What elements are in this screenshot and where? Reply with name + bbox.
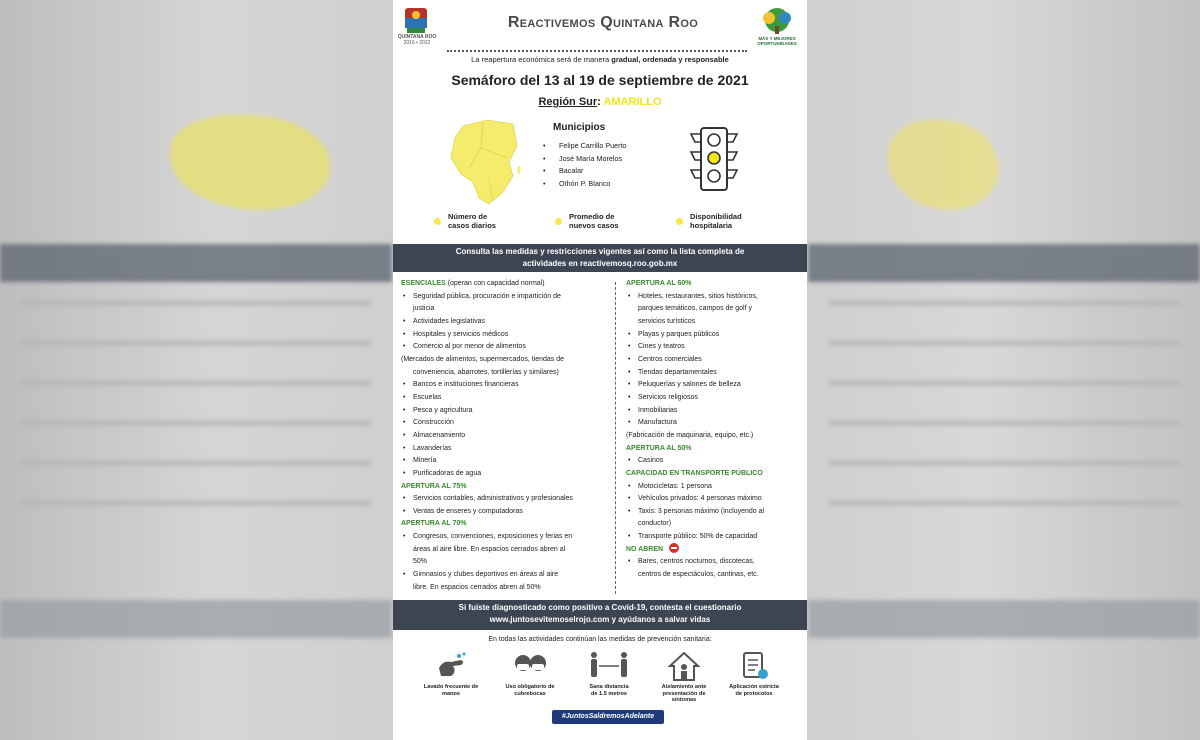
subtitle: La reapertura económica será de manera gradual, ordenada y responsable [471,55,729,64]
apertura-70-heading: APERTURA AL 70% [401,520,467,528]
list-item-cont: conductor) [638,520,672,528]
traffic-light-icon [689,124,739,194]
qroo-logo-text: QUINTANA ROO 2016 • 2022 [397,34,437,46]
consulta-banner: Consulta las medidas y restricciones vigentes así como la lista completa de actividades en reactivemosq.roo.gob.mx [393,244,807,272]
list-item: • Hospitales y servicios médicos [401,329,606,342]
list-item: • Servicios contables, administrativos y profesionales [401,493,606,506]
list-item-cont: justicia [413,305,435,313]
distance-icon [587,650,631,682]
list-item: • Hoteles, restaurantes, sitios históricos, [626,291,804,304]
list-item: • Congresos, convenciones, exposiciones y ferias en [401,531,606,544]
list-item: • Centros comerciales [626,354,804,367]
oportunidades-logo-text: MÁS Y MEJORES OPORTUNIDADES [757,36,797,46]
apertura-50-heading: APERTURA AL 50% [626,444,692,452]
list-note: conveniencia, abarrotes, tortillerías y similares) [413,368,559,376]
list-item: • Vehículos privados: 4 personas máximo [626,493,804,506]
measures-title: En todas las actividades continúan las medidas de prevención sanitaria: [488,636,712,643]
measure-aislamiento: Aislamiento ante presentación de síntomas [645,650,723,704]
list-item-cont: centros de espectáculos, cantinas, etc. [638,571,759,579]
list-item: • Manufactura [626,417,804,430]
stop-icon [669,543,679,553]
list-item: • Taxis: 3 personas máximo (incluyendo al [626,506,804,519]
list-item: • Othón P. Blanco [543,178,627,191]
measure-distancia: Sana distancia de 1.5 metros [570,650,648,697]
house-icon [666,650,702,682]
covid-banner: Si fuiste diagnosticado como positivo a Covid-19, contesta el cuestionario www.juntosevitemoselrojo.com y ayúdanos a salvar vidas [393,600,807,630]
list-item: • Bares, centros nocturnos, discotecas, [626,556,804,569]
list-item-cont: parques temáticos, campos de golf y [638,305,753,313]
list-item: • Pesca y agricultura [401,405,606,418]
measure-cubrebocas: Uso obligatorio de cubrebocas [491,650,569,697]
list-item: • Peluquerías y salones de belleza [626,379,804,392]
list-item: • Gimnasios y clubes deportivos en áreas al aire [401,569,606,582]
list-item: • Ventas de enseres y computadoras [401,506,606,519]
list-item: • Playas y parques públicos [626,329,804,342]
list-item: • Bancos e instituciones financieras [401,379,606,392]
header [393,4,807,50]
hand-wash-icon [433,650,469,682]
list-item: • Bacalar [543,165,627,178]
indicator-dot [555,218,562,225]
list-item: • José María Morelos [543,153,627,166]
no-abren-heading: NO ABREN [626,544,804,557]
page-title: Reactivemos Quintana Roo [507,14,699,31]
region-status: Región Sur: AMARILLO [538,96,662,108]
list-item: • Minería [401,455,606,468]
list-item: • Cines y teatros [626,341,804,354]
measure-protocolos: Aplicación estricta de protocolos [715,650,793,697]
apertura-75-heading: APERTURA AL 75% [401,482,467,490]
list-item-cont: libre. En espacios cerrados abren al 50% [413,583,541,591]
checklist-icon [736,650,772,682]
list-item: • Motocicletas: 1 persona [626,481,804,494]
list-item: • Escuelas [401,392,606,405]
title-divider [447,50,747,52]
blurred-right-panel [808,0,1200,740]
indicator-hospitalaria: Disponibilidad hospitalaria [690,212,742,230]
indicator-casos-diarios: Número de casos diarios [448,212,496,230]
juntos-link[interactable]: www.juntosevitemoselrojo.com y ayúdanos a salvar vidas [489,615,711,624]
municipios-list [543,140,627,190]
list-item: • Construcción [401,417,606,430]
list-item: • Seguridad pública, procuración e impartición de [401,291,606,304]
list-item: • Inmobiliarias [626,405,804,418]
list-item: • Felipe Carrillo Puerto [543,140,627,153]
list-item-cont: 50% [413,558,428,566]
list-item: • Tiendas departamentales [626,367,804,380]
mask-icon [512,650,548,682]
list-item: • Servicios religiosos [626,392,804,405]
blurred-left-panel [0,0,392,740]
list-note: (Fabricación de maquinaria, equipo, etc.) [626,431,754,439]
list-item: • Almacenamiento [401,430,606,443]
indicator-nuevos-casos: Promedio de nuevos casos [569,212,619,230]
list-item-cont: áreas al aire libre. En espacios cerrados abren al [413,545,566,553]
list-item: • Transporte público: 50% de capacidad [626,531,804,544]
list-item-cont: servicios turísticos [638,317,696,325]
column-divider [615,282,616,594]
esenciales-heading: ESENCIALES (operan con capacidad normal) [401,280,545,287]
poster [393,0,807,740]
list-item: • Purificadoras de agua [401,468,606,481]
blurred-map [170,115,330,210]
municipios-title: Municipios [553,122,606,133]
reactivemos-link[interactable]: actividades en reactivemosq.roo.gob.mx [522,259,678,268]
hashtag-badge: #JuntosSaldremosAdelante [552,710,664,724]
list-note: (Mercados de alimentos, supermercados, tiendas de [401,355,565,363]
measure-lavado: Lavado frecuente de manos [412,650,490,697]
transporte-heading: CAPACIDAD EN TRANSPORTE PÚBLICO [626,469,763,477]
list-item: • Lavanderías [401,443,606,456]
list-item: • Actividades legislativas [401,316,606,329]
indicator-dot [434,218,441,225]
blurred-band [0,244,392,282]
right-column [626,278,804,582]
apertura-60-heading: APERTURA AL 60% [626,280,692,287]
list-item: • Casinos [626,455,804,468]
indicator-dot [676,218,683,225]
map-icon [443,118,523,208]
semaforo-heading: Semáforo del 13 al 19 de septiembre de 2021 [451,72,749,88]
list-item: • Comercio al por menor de alimentos [401,341,606,354]
left-column [401,278,606,594]
